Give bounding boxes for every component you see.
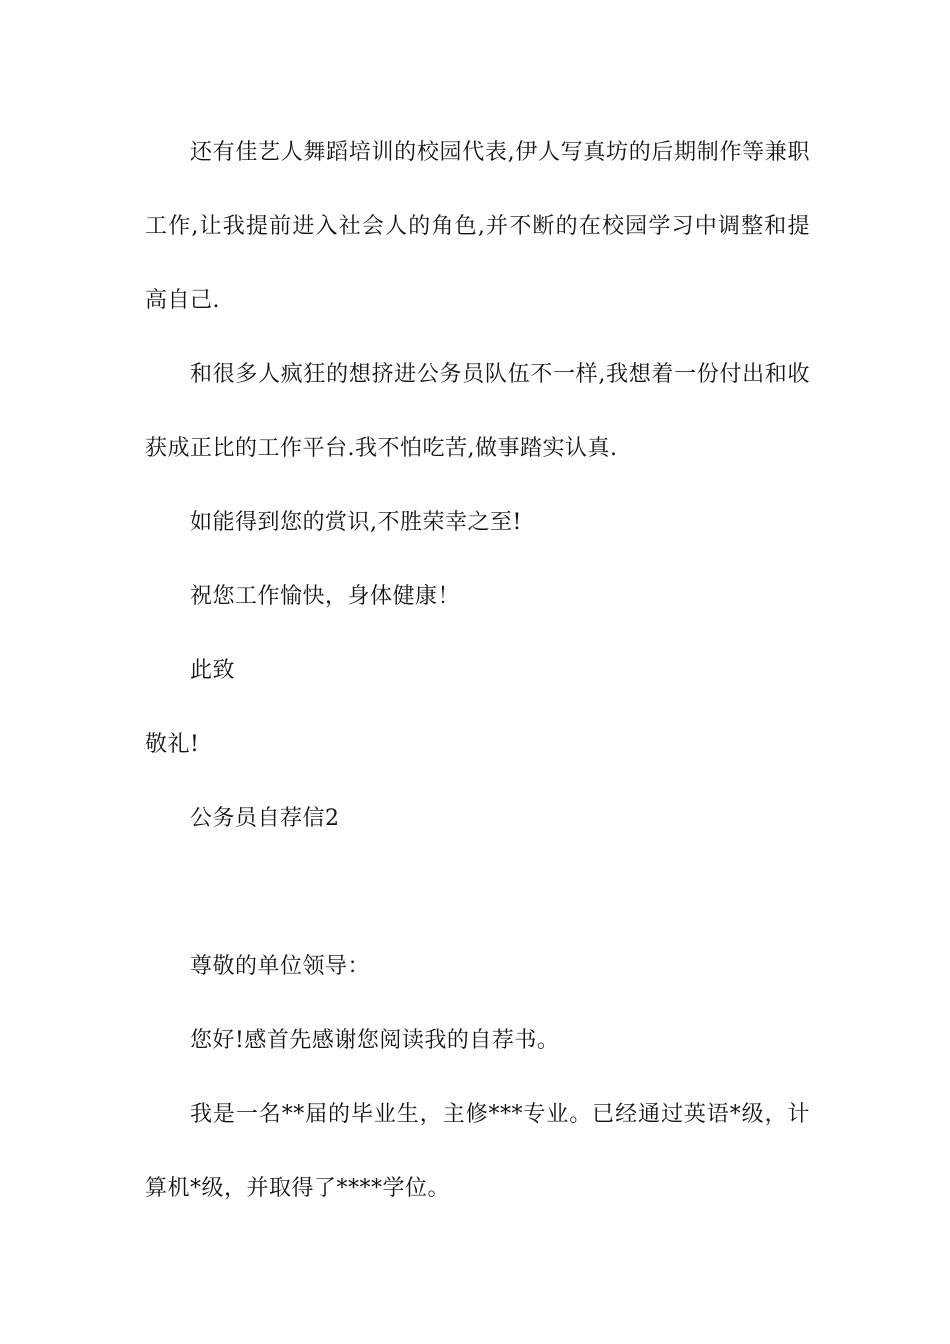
document-body [145, 116, 810, 1226]
blank-line [145, 856, 810, 930]
paragraph-wishes: 祝您工作愉快，身体健康！ [190, 584, 461, 609]
closing-regards: 敬礼! [145, 732, 200, 757]
paragraph-opening: 您好!感首先感谢您阅读我的自荐书。 [190, 1028, 560, 1053]
paragraph-part-time-work: 还有佳艺人舞蹈培训的校园代表,伊人写真坊的后期制作等兼职工作,让我提前进入社会人的角色,并不断的在校园学习中调整和提高自己. [145, 140, 810, 313]
section-title: 公务员自荐信2 [190, 806, 340, 831]
closing-salutation: 此致 [190, 658, 236, 683]
paragraph-career-goal: 和很多人疯狂的想挤进公务员队伍不一样,我想着一份付出和收获成正比的工作平台.我不怕吃苦,做事踏实认真. [145, 362, 810, 461]
letter-greeting: 尊敬的单位领导： [190, 954, 371, 979]
paragraph-education: 我是一名**届的毕业生，主修***专业。已经通过英语*级，计算机*级，并取得了****学位。 [145, 1102, 810, 1201]
paragraph-appreciation: 如能得到您的赏识,不胜荣幸之至! [190, 510, 522, 535]
